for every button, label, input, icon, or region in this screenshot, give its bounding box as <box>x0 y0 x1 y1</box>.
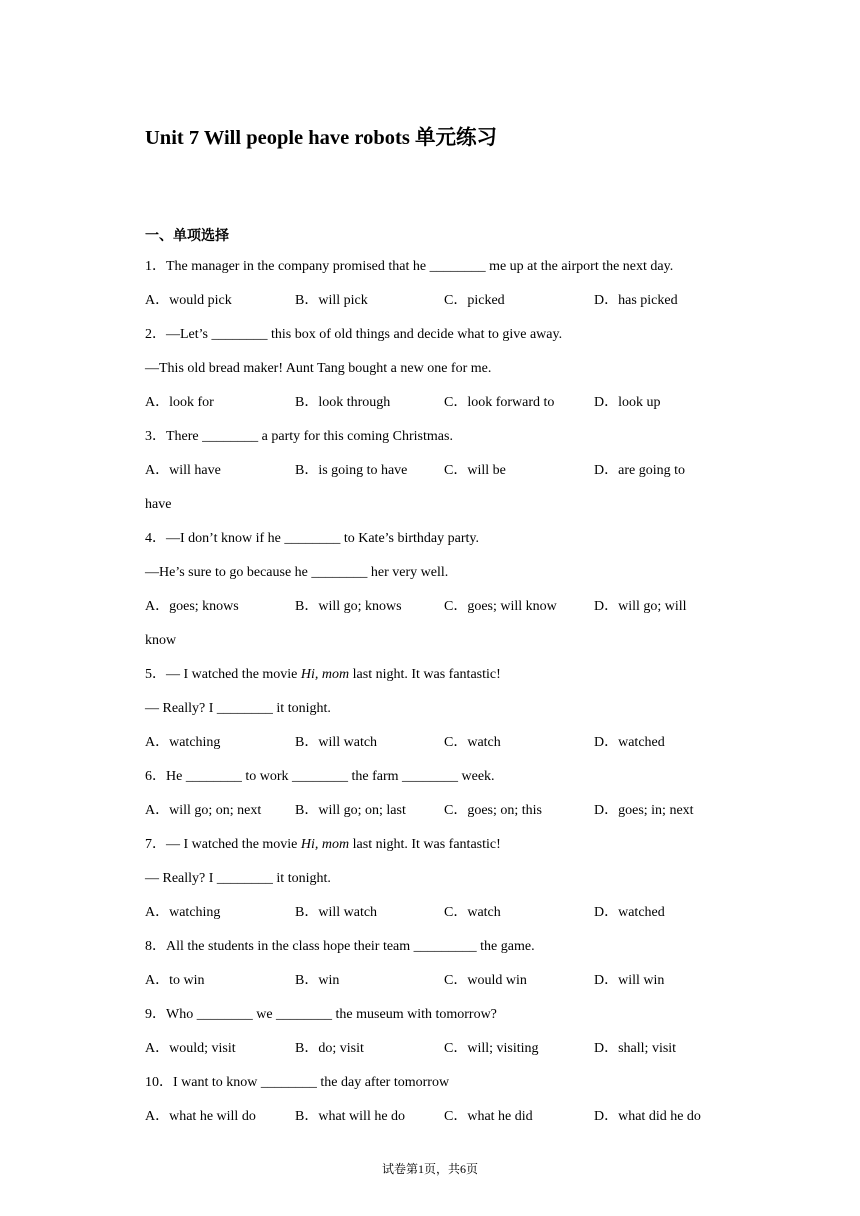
option-b: B．win <box>295 973 340 988</box>
option-c: C．look forward to <box>444 395 555 410</box>
option-a: A．watching <box>145 735 221 750</box>
option-c: C．what he did <box>444 1109 533 1124</box>
option-b: B．will go; knows <box>295 599 402 614</box>
option-a: A．what he will do <box>145 1109 256 1124</box>
question-stem-line: —He’s sure to go because he ________ her very well. <box>145 565 449 580</box>
option-a: A．to win <box>145 973 205 988</box>
option-row <box>145 1100 725 1134</box>
option-c: C．goes; on; this <box>444 803 543 818</box>
option-row <box>145 284 725 318</box>
question-stem: 8．All the students in the class hope their team _________ the game. <box>145 939 535 954</box>
option-d: D．look up <box>594 395 661 410</box>
option-row <box>145 1032 725 1066</box>
option-wrap-text: have <box>145 497 172 512</box>
option-b: B．look through <box>295 395 391 410</box>
option-row <box>145 726 725 760</box>
question-stem: 9．Who ________ we ________ the museum with tomorrow? <box>145 1007 497 1022</box>
question-stem <box>145 658 725 692</box>
option-c: C．would win <box>444 973 527 988</box>
option-row <box>145 454 725 488</box>
option-a: A．goes; knows <box>145 599 239 614</box>
option-b: B．will go; on; last <box>295 803 406 818</box>
option-c: C．will be <box>444 463 506 478</box>
option-d: D．will go; will <box>594 599 687 614</box>
movie-title: Hi, mom <box>300 667 350 682</box>
question-stem-line: — Really? I ________ it tonight. <box>145 871 331 886</box>
option-a: A．would pick <box>145 293 232 308</box>
question-stem-line: —This old bread maker! Aunt Tang bought a new one for me. <box>145 361 492 376</box>
question-stem: 3．There ________ a party for this coming Christmas. <box>145 429 453 444</box>
option-row <box>145 386 725 420</box>
option-c: C．picked <box>444 293 505 308</box>
option-a: A．will go; on; next <box>145 803 262 818</box>
question-stem: 1．The manager in the company promised that he ________ me up at the airport the next day. <box>145 259 674 274</box>
question-stem: 2．—Let’s ________ this box of old things and decide what to give away. <box>145 327 563 342</box>
stem-part: last night. It was fantastic! <box>349 837 501 852</box>
question-stem <box>145 828 725 862</box>
option-b: B．will pick <box>295 293 368 308</box>
option-row <box>145 896 725 930</box>
question-list <box>145 250 725 1134</box>
option-b: B．will watch <box>295 735 378 750</box>
option-d: D．shall; visit <box>594 1041 677 1056</box>
option-d: D．what did he do <box>594 1109 701 1124</box>
option-a: A．will have <box>145 463 221 478</box>
option-row <box>145 964 725 998</box>
option-d: D．are going to <box>594 463 685 478</box>
option-row <box>145 794 725 828</box>
option-c: C．watch <box>444 905 501 920</box>
question-stem-line: — Really? I ________ it tonight. <box>145 701 331 716</box>
option-c: C．watch <box>444 735 501 750</box>
option-c: C．will; visiting <box>444 1041 539 1056</box>
option-a: A．look for <box>145 395 214 410</box>
question-stem: 6．He ________ to work ________ the farm ________ week. <box>145 769 495 784</box>
stem-part: 5．— I watched the movie <box>145 667 301 682</box>
option-row <box>145 590 725 624</box>
option-wrap-text: know <box>145 633 177 648</box>
option-a: A．watching <box>145 905 221 920</box>
option-d: D．watched <box>594 905 665 920</box>
option-d: D．will win <box>594 973 665 988</box>
stem-part: 7．— I watched the movie <box>145 837 301 852</box>
option-a: A．would; visit <box>145 1041 236 1056</box>
option-c: C．goes; will know <box>444 599 557 614</box>
option-d: D．has picked <box>594 293 678 308</box>
stem-part: last night. It was fantastic! <box>349 667 501 682</box>
option-b: B．what will he do <box>295 1109 406 1124</box>
option-d: D．goes; in; next <box>594 803 694 818</box>
page-footer: 试卷第1页，共6页 <box>381 1162 478 1176</box>
question-stem: 4．—I don’t know if he ________ to Kate’s birthday party. <box>145 531 480 546</box>
option-d: D．watched <box>594 735 665 750</box>
question-stem: 10．I want to know ________ the day after tomorrow <box>145 1075 450 1090</box>
option-b: B．will watch <box>295 905 378 920</box>
page-title: Unit 7 Will people have robots 单元练习 <box>145 127 497 149</box>
section-heading: 一、单项选择 <box>145 229 229 244</box>
option-b: B．is going to have <box>295 463 408 478</box>
movie-title: Hi, mom <box>300 837 350 852</box>
option-b: B．do; visit <box>295 1041 364 1056</box>
